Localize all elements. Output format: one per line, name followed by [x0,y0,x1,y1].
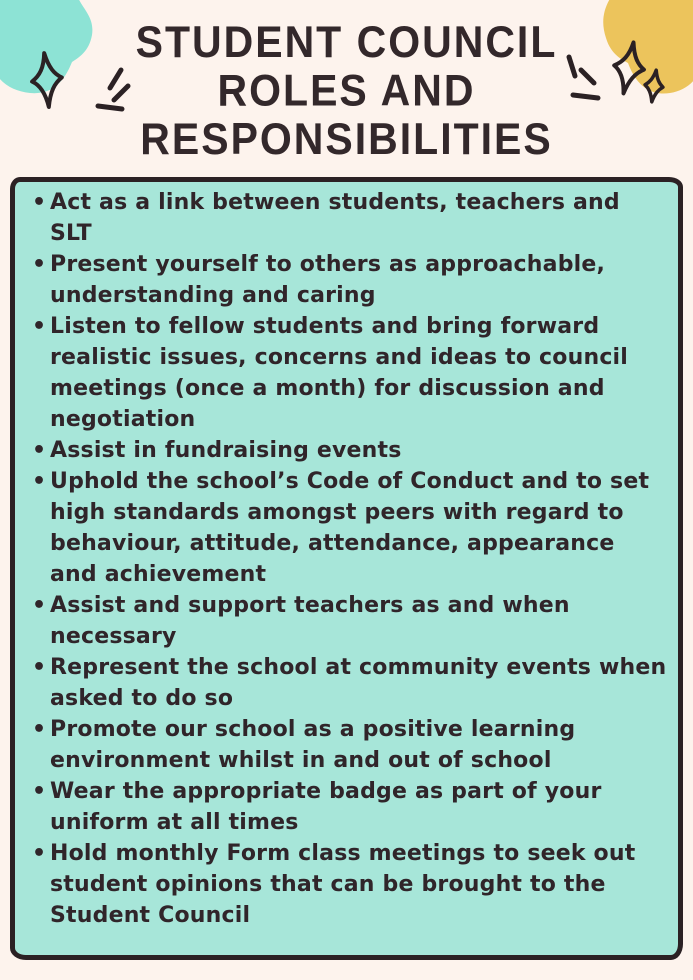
list-item: • Act as a link between students, teachers and SLT [23,187,668,249]
list-item: • Assist in fundraising events [23,435,668,466]
responsibilities-panel [10,177,683,960]
list-item: • Hold monthly Form class meetings to seek out student opinions that can be brought to the Student Council [23,838,668,931]
list-item: • Promote our school as a positive learning environment whilst in and out of school [23,714,668,776]
title-line-3: RESPONSIBILITIES [140,114,553,164]
title-line-1: STUDENT COUNCIL [135,16,558,67]
page-title [0,18,693,164]
list-item: • Listen to fellow students and bring forward realistic issues, concerns and ideas to council meetings (once a month) for discussion and negotiation [23,311,668,435]
list-item: • Represent the school at community events when asked to do so [23,652,668,714]
responsibilities-list [23,187,668,931]
title-line-2: ROLES AND [217,65,476,116]
list-item: • Assist and support teachers as and when necessary [23,590,668,652]
list-item: • Uphold the school’s Code of Conduct and to set high standards amongst peers with regard to behaviour, attitude, attendance, appearance and achievement [23,466,668,590]
list-item: • Present yourself to others as approachable, understanding and caring [23,249,668,311]
list-item: • Wear the appropriate badge as part of your uniform at all times [23,776,668,838]
